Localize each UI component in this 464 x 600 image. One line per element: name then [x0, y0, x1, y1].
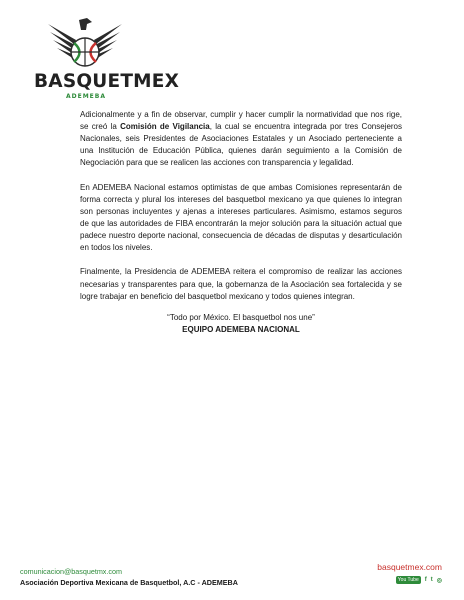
closing — [80, 312, 402, 336]
letter-body — [80, 109, 402, 315]
header-logo — [0, 0, 464, 110]
facebook-icon[interactable]: f — [424, 577, 427, 583]
comision-vigilancia-bold: Comisión de Vigilancia — [120, 122, 210, 132]
paragraph-1 — [80, 109, 402, 169]
paragraph-2: En ADEMEBA Nacional estamos optimistas de que ambas Comisiones representarán de forma correcta y plural los intereses del basquetbol mexicano ya que quienes lo integran son personas incluyentes y ajenas a intereses particulares. Asimismo, estamos seguros de que las autoridades de FIBA encontrarán la mejor solución para la situación actual que padece nuestro deporte nacional, consecuencia de décadas de disputas y desarticulación en todos los niveles. — [80, 182, 402, 253]
website-link[interactable]: basquetmex.com — [377, 562, 442, 572]
brand — [34, 71, 180, 100]
youtube-icon[interactable]: You Tube — [397, 577, 419, 583]
paragraph-1-intro: Adicionalmente y a fin de observar, cumplir y hacer cumplir la normatividad que nos rige, se creó la — [80, 110, 402, 132]
signature: EQUIPO ADEMEBA NACIONAL — [182, 325, 300, 334]
paragraph-3: Finalmente, la Presidencia de ADEMEBA reitera el compromiso de realizar las acciones necesarias y transparentes para que, la gobernanza de la Asociación sea fortalecida y se logre trabajar en beneficio del basquetbol mexicano y todos quienes integran. — [80, 267, 402, 301]
twitter-icon[interactable]: t — [430, 577, 433, 583]
footer-links — [377, 562, 442, 584]
eagle-basketball-emblem-icon — [46, 16, 124, 72]
social-icons — [377, 576, 442, 584]
footer-organization: Asociación Deportiva Mexicana de Basquetbol, A.C - ADEMEBA — [20, 578, 238, 587]
footer-contact — [20, 566, 238, 588]
brand-subtitle: ADEMEBA — [65, 93, 106, 100]
brand-name: BASQUETMEX — [34, 71, 180, 92]
footer-email[interactable]: comunicacion@basquetmx.com — [20, 567, 122, 576]
motto: “Todo por México. El basquetbol nos une” — [167, 313, 315, 322]
paragraph-1-rest: , la cual se encuentra integrada por tres Consejeros Nacionales, seis Presidentes de Asociaciones Estatales y un Asociado perteneciente a una Institución de Educación Pública, quienes darán seguimiento a la Comisión de Negociación para que se realicen las acciones con transparencia y legalidad. — [80, 122, 403, 168]
instagram-icon[interactable]: ◎ — [436, 577, 442, 584]
